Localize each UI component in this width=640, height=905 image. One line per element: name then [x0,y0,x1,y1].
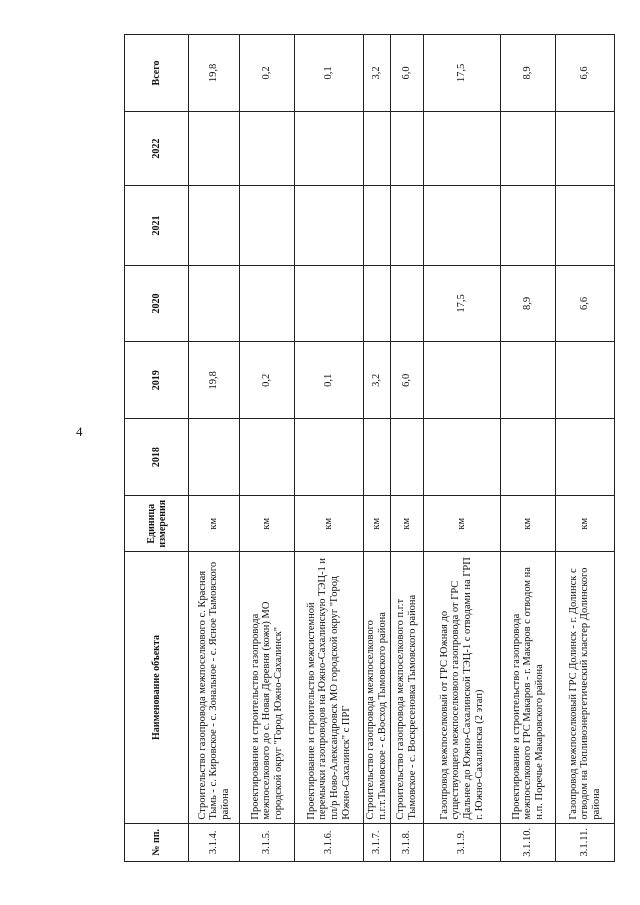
cell-y2019 [424,342,501,419]
cell-y2021 [556,186,615,265]
cell-unit: км [240,495,295,551]
cell-y2020 [391,265,424,342]
cell-total: 17,5 [424,35,501,112]
cell-num: 3.1.9. [424,823,501,861]
page-number: 4 [76,424,83,439]
table-row [240,35,295,862]
header-total: Всего [125,35,189,112]
rotated-table-container [124,34,602,862]
table-row [556,35,615,862]
cell-y2021 [501,186,556,265]
cell-num: 3.1.10. [501,823,556,861]
cell-y2021 [391,186,424,265]
cell-unit: км [189,495,240,551]
cell-y2019: 0,2 [240,342,295,419]
cell-num: 3.1.4. [189,823,240,861]
cell-y2019 [501,342,556,419]
cell-unit: км [391,495,424,551]
cell-total: 8,9 [501,35,556,112]
cell-y2020 [189,265,240,342]
cell-unit: км [364,495,391,551]
cell-name: Строительство газопровода межпоселкового п.г.т Тымовское - с. Воскресеновка Тымовского района [391,552,424,823]
header-2019: 2019 [125,342,189,419]
cell-name: Проектирование и строительство газопровода межпоселкового до с. Новая Деревня (кожн) МО городской округ "Город Южно-Сахалинск" [240,552,295,823]
header-2022: 2022 [125,111,189,186]
cell-total: 6,6 [556,35,615,112]
cell-y2019: 0,1 [295,342,364,419]
cell-y2019: 6,0 [391,342,424,419]
cell-y2019 [556,342,615,419]
table-row [501,35,556,862]
cell-y2021 [240,186,295,265]
cell-y2020: 6,6 [556,265,615,342]
cell-num: 3.1.11. [556,823,615,861]
cell-y2018 [556,419,615,496]
cell-y2020: 8,9 [501,265,556,342]
cell-y2022 [189,111,240,186]
cell-y2021 [295,186,364,265]
table-row [364,35,391,862]
cell-y2020 [295,265,364,342]
header-2021: 2021 [125,186,189,265]
cell-y2021 [424,186,501,265]
cell-y2021 [189,186,240,265]
cell-y2022 [501,111,556,186]
cell-name: Газопровод межпоселковый ГРС Долинск - г. Долинск с отводом на Топливоэнергетический кластер Долинского района [556,552,615,823]
cell-total: 0,2 [240,35,295,112]
table-header-row [125,35,189,862]
cell-unit: км [424,495,501,551]
header-2020: 2020 [125,265,189,342]
cell-y2022 [424,111,501,186]
cell-y2018 [295,419,364,496]
header-unit: Единица измерения [125,495,189,551]
cell-num: 3.1.6. [295,823,364,861]
cell-y2020 [364,265,391,342]
cell-y2018 [240,419,295,496]
cell-y2018 [424,419,501,496]
cell-num: 3.1.8. [391,823,424,861]
header-name: Наименование объекта [125,552,189,823]
cell-y2018 [391,419,424,496]
cell-unit: км [295,495,364,551]
table-row [295,35,364,862]
cell-y2019: 19,8 [189,342,240,419]
cell-name: Проектирование и строительство газопровода межпоселкового ГРС Макаров - г. Макаров с отводом на н.п. Поречье Макаровского района [501,552,556,823]
gas-pipeline-table [124,34,615,862]
cell-unit: км [556,495,615,551]
cell-y2020: 17,5 [424,265,501,342]
table-row [391,35,424,862]
cell-num: 3.1.7. [364,823,391,861]
cell-name: Газопровод межпоселковый от ГРС Южная до существующего межпоселкового газопровода от ГРС Дальнее до Южно-Сахалинской ТЭЦ-1 с отводами на ГРП г. Южно-Сахалинска (2 этап) [424,552,501,823]
cell-total: 3,2 [364,35,391,112]
header-num: № пп. [125,823,189,861]
cell-y2020 [240,265,295,342]
cell-y2022 [391,111,424,186]
table-row [424,35,501,862]
cell-y2019: 3,2 [364,342,391,419]
cell-name: Строительство газопровода межпоселкового с. Красная Тымь - с. Кировское - с. Зональное - с. Ясное Тымовского района [189,552,240,823]
cell-name: Строительство газопровода межпоселкового п.г.т.Тымовское - с.Восход Тымовского района [364,552,391,823]
cell-y2022 [364,111,391,186]
cell-name: Проектирование и строительство межсистемной перемычки газопроводов на Южно-Сахалинскую ТЭЦ-1 и пл/р Ново-Александровск МО городской округ "Город Южно-Сахалинск" с ПРГ [295,552,364,823]
table-row [189,35,240,862]
cell-y2022 [556,111,615,186]
cell-y2018 [189,419,240,496]
cell-y2018 [501,419,556,496]
cell-y2022 [295,111,364,186]
cell-num: 3.1.5. [240,823,295,861]
header-2018: 2018 [125,419,189,496]
cell-y2018 [364,419,391,496]
cell-total: 0,1 [295,35,364,112]
cell-unit: км [501,495,556,551]
cell-y2021 [364,186,391,265]
cell-y2022 [240,111,295,186]
cell-total: 19,8 [189,35,240,112]
cell-total: 6,0 [391,35,424,112]
